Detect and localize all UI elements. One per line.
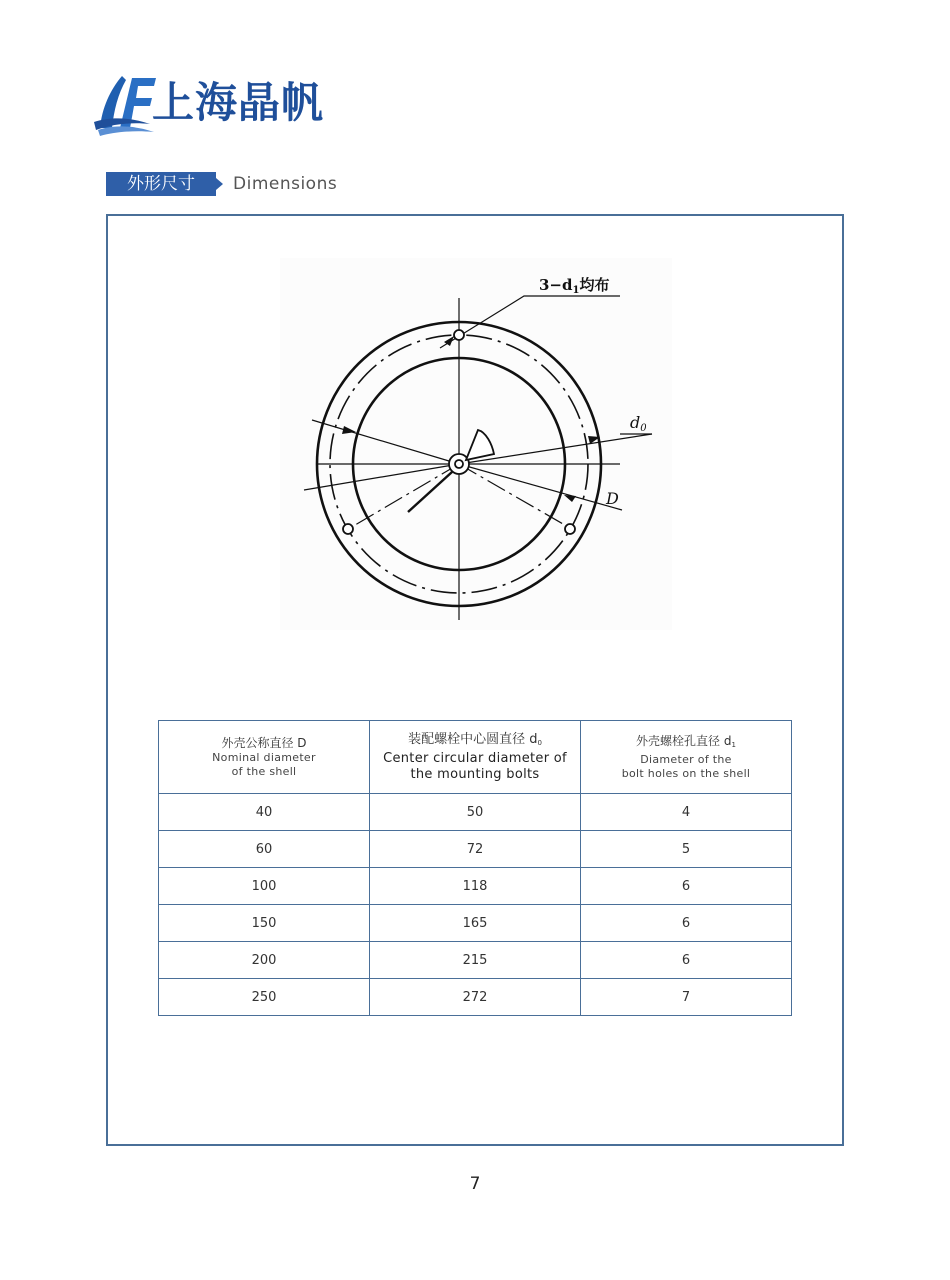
table-cell: 40	[159, 794, 370, 831]
table-row	[159, 905, 792, 942]
table-header-row	[159, 721, 792, 794]
table-cell: 250	[159, 979, 370, 1016]
table-cell: 6	[581, 905, 792, 942]
d0-label: d0	[630, 413, 647, 434]
table-cell: 150	[159, 905, 370, 942]
table-cell: 118	[370, 868, 581, 905]
table-cell: 215	[370, 942, 581, 979]
table-row	[159, 942, 792, 979]
table-cell: 5	[581, 831, 792, 868]
table-cell: 6	[581, 942, 792, 979]
section-title-cn: 外形尺寸	[106, 172, 216, 196]
dimension-drawing	[280, 258, 672, 630]
header-nominal-diameter: 外壳公称直径 D Nominal diameter of the shell	[159, 721, 370, 794]
dimensions-table	[158, 720, 792, 1016]
table-cell: 165	[370, 905, 581, 942]
header-bolt-hole-diameter: 外壳螺栓孔直径 $d_1$ Diameter of the bolt holes on the shell	[581, 721, 792, 794]
D-label: D	[606, 489, 619, 508]
table-cell: 272	[370, 979, 581, 1016]
table-cell: 100	[159, 868, 370, 905]
section-title-en: Dimensions	[233, 174, 338, 194]
table-cell: 72	[370, 831, 581, 868]
table-cell: 6	[581, 868, 792, 905]
table-cell: 50	[370, 794, 581, 831]
table-cell: 200	[159, 942, 370, 979]
table-cell: 60	[159, 831, 370, 868]
table-row	[159, 868, 792, 905]
table-row	[159, 794, 792, 831]
table-row	[159, 831, 792, 868]
holes-label: $3-d_1$均布	[539, 276, 610, 296]
header-center-circle-diameter: 装配螺栓中心圆直径 $d_0$ Center circular diameter of the mounting bolts	[370, 721, 581, 794]
brand-name: 上海晶帆	[152, 78, 325, 127]
table-row	[159, 979, 792, 1016]
table-cell: 4	[581, 794, 792, 831]
table-cell: 7	[581, 979, 792, 1016]
page-number: 7	[469, 1174, 481, 1194]
